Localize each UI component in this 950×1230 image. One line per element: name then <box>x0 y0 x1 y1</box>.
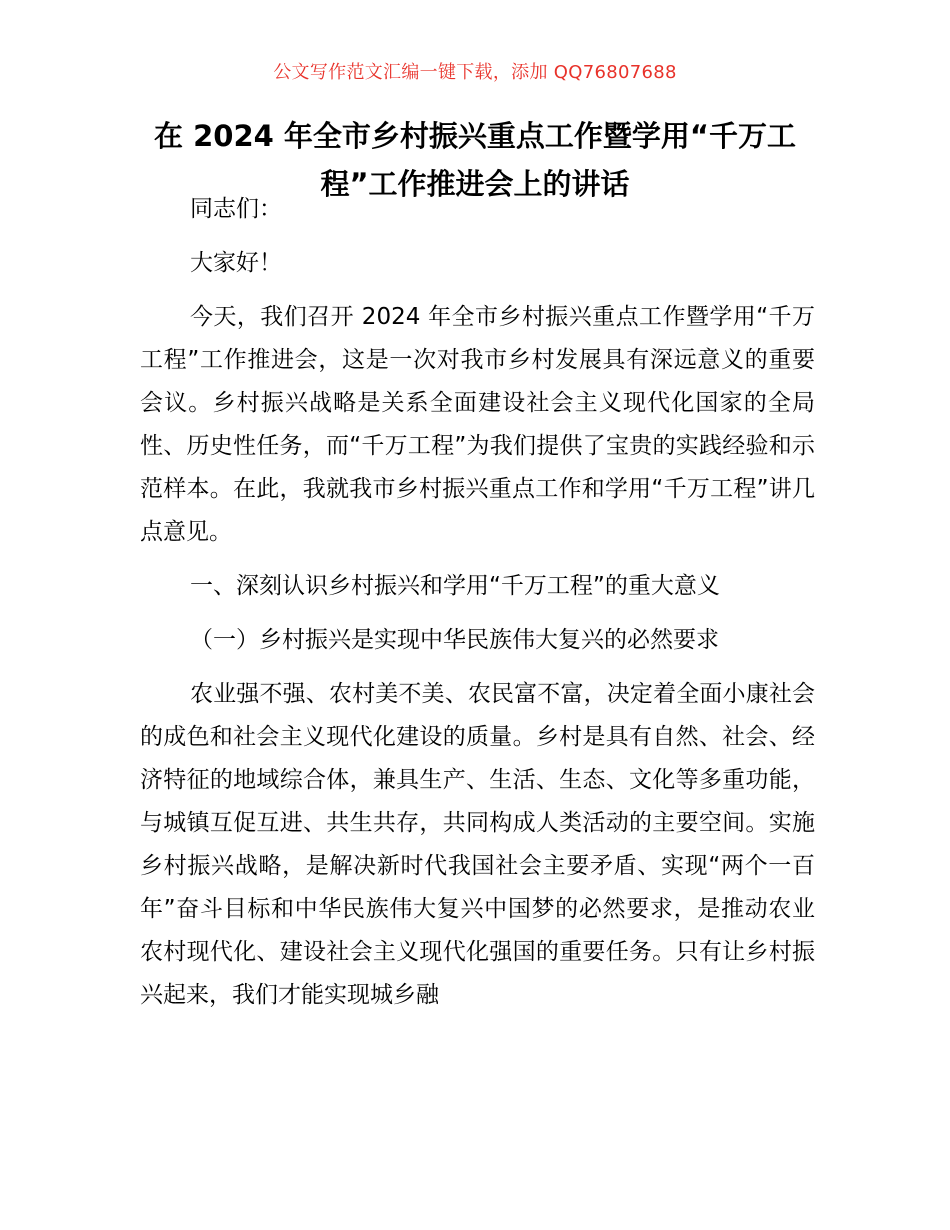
subsection-heading-1: （一）乡村振兴是实现中华民族伟大复兴的必然要求 <box>190 627 719 653</box>
intro-paragraph: 今天，我们召开 2024 年全市乡村振兴重点工作暨学用“千万工程”工作推进会，这是一次对我市乡村发展具有深远意义的重要会议。乡村振兴战略是关系全面建设社会主义现代化国家的全局性、历史性任务，而“千万工程”为我们提供了宝贵的实践经验和示范样本。在此，我就我市乡村振兴重点工作和学用“千万工程”讲几点意见。 <box>140 304 815 545</box>
document-body <box>140 188 815 1028</box>
salutation: 同志们： <box>190 196 282 222</box>
greeting: 大家好！ <box>190 250 282 276</box>
document-title: 在 2024 年全市乡村振兴重点工作暨学用“千万工程”工作推进会上的讲话 <box>154 119 796 201</box>
header-note: 公文写作范文汇编一键下载，添加 QQ76807688 <box>273 62 677 83</box>
body-paragraph: 农业强不强、农村美不美、农民富不富，决定着全面小康社会的成色和社会主义现代化建设的质量。乡村是具有自然、社会、经济特征的地域综合体，兼具生产、生活、生态、文化等多重功能，与城镇互促互进、共生共存，共同构成人类活动的主要空间。实施乡村振兴战略，是解决新时代我国社会主要矛盾、实现“两个一百年”奋斗目标和中华民族伟大复兴中国梦的必然要求，是推动农业农村现代化、建设社会主义现代化强国的重要任务。只有让乡村振兴起来，我们才能实现城乡融 <box>140 681 815 1008</box>
section-heading-1: 一、深刻认识乡村振兴和学用“千万工程”的重大意义 <box>190 573 720 599</box>
